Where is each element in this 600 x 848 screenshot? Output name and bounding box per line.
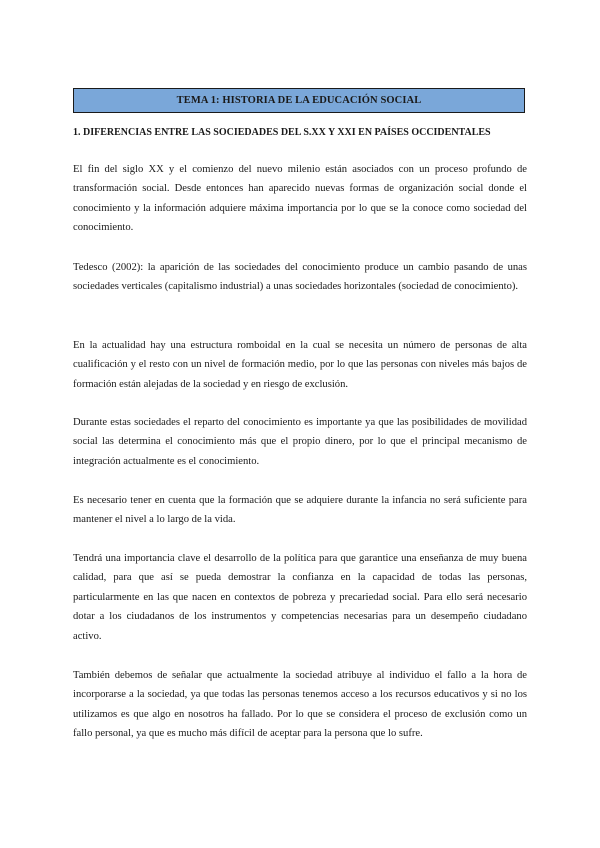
paragraph: Tedesco (2002): la aparición de las sociedades del conocimiento produce un cambio pasando de unas sociedades verticales (capitalismo industrial) a unas sociedades horizontales (sociedad de conocimiento).	[73, 262, 527, 293]
paragraph: El fin del siglo XX y el comienzo del nuevo milenio están asociados con un proceso profundo de transformación social. Desde entonces han aparecido nuevas formas de organización social donde el conocimiento y la información adquiere máxima importancia por lo que se la conoce como sociedad del conocimiento.	[73, 164, 527, 234]
paragraph: En la actualidad hay una estructura romboidal en la cual se necesita un número de personas de alta cualificación y el resto con un nivel de formación medio, por lo que las personas con niveles más bajos de formación están alejadas de la sociedad y en riesgo de exclusión.	[73, 340, 527, 390]
section-heading: 1. DIFERENCIAS ENTRE LAS SOCIEDADES DEL S.XX Y XXI EN PAÍSES OCCIDENTALES	[73, 127, 491, 138]
paragraph: Es necesario tener en cuenta que la formación que se adquiere durante la infancia no será suficiente para mantener el nivel a lo largo de la vida.	[73, 495, 527, 526]
paragraph: Durante estas sociedades el reparto del conocimiento es importante ya que las posibilidades de movilidad social las determina el conocimiento más que el propio dinero, por lo que el principal mecanismo de integración actualmente es el conocimiento.	[73, 417, 527, 467]
paragraph: Tendrá una importancia clave el desarrollo de la política para que garantice una enseñanza de muy buena calidad, para que así se pueda demostrar la confianza en la capacidad de todas las personas, particularmente en las que nacen en contextos de pobreza y precariedad social. Para ello será necesario dotar a los ciudadanos de los instrumentos y competencias necesarias para un desempeño ciudadano activo.	[73, 553, 527, 642]
paragraph: También debemos de señalar que actualmente la sociedad atribuye al individuo el fallo a la hora de incorporarse a la sociedad, ya que todas las personas tenemos acceso a los recursos educativos y si no los utilizamos es que algo en nosotros ha fallado. Por lo que se considera el proceso de exclusión como un fallo personal, ya que es mucho más difícil de aceptar para la persona que lo sufre.	[73, 670, 527, 740]
document-title: TEMA 1: HISTORIA DE LA EDUCACIÓN SOCIAL	[73, 88, 525, 113]
